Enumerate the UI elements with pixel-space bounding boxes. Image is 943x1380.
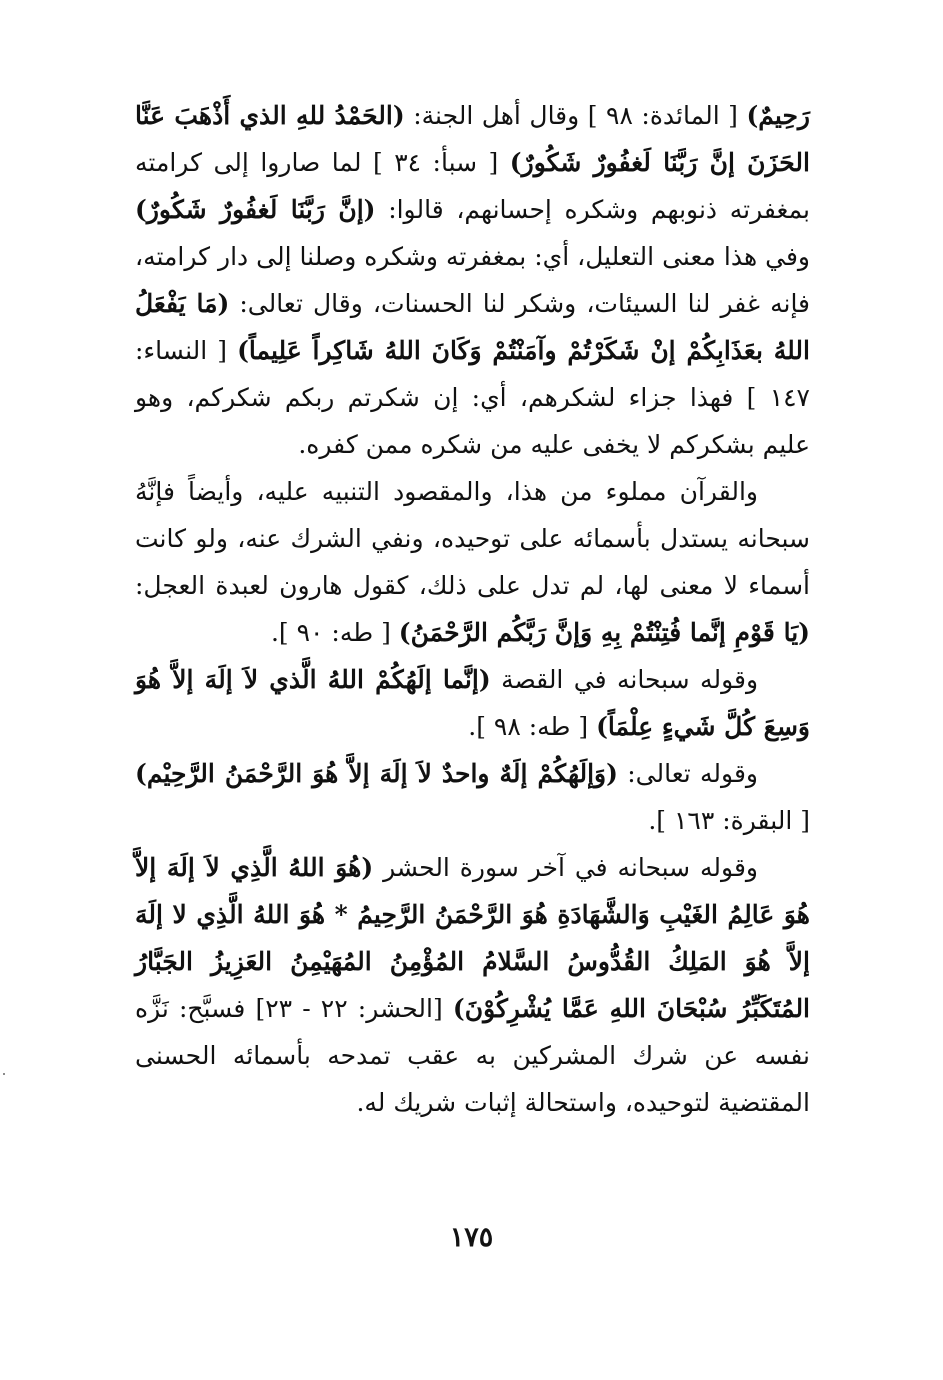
body-span: وفي هذا معنى التعليل، أي: بمغفرته وشكره وصلنا إلى دار كرامته، فإنه غفر لنا السيئات، وشكر لنا الحسنات، وقال تعالى: <box>135 242 811 318</box>
quran-verse: (الحَمْدُ للهِ الذي أَذْهَبَ عَنَّا الحَزَنَ إنَّ رَبَّنَا لَغفُورٌ شَكُورٌ) <box>135 101 810 177</box>
body-span: وقوله سبحانه في القصة <box>490 665 759 694</box>
quran-verse: (مَا يَفْعَلُ اللهُ بعَذَابِكُمْ إنْ شَكَرْتُمْ وآمَنْتُمْ وَكَانَ اللهُ شَاكِراً عَلِيماً) <box>135 289 811 365</box>
quran-verse: (إنَّما إلَهُكُمْ اللهُ الَّذي لاَ إلَهَ إلاَّ هُوَ وَسِعَ كُلَّ شَيءٍ عِلْمَاً) <box>135 665 810 741</box>
paragraph <box>135 844 810 1126</box>
body-span: [ البقرة: ١٦٣ ]. <box>648 806 810 835</box>
margin-mark <box>3 1073 5 1075</box>
paragraph <box>135 656 810 750</box>
page-number: ١٧٥ <box>449 1222 494 1253</box>
body-span: [ المائدة: ٩٨ ] وقال أهل الجنة: <box>404 101 747 130</box>
quran-verse: (إنَّ رَبَّنَا لَغفُورٌ شَكُورٌ) <box>135 195 376 224</box>
body-span: وقوله سبحانه في آخر سورة الحشر <box>373 853 758 882</box>
paragraph <box>135 468 810 656</box>
quran-verse: (يَا قَوْمِ إنَّما فُتِنْتُمْ بِهِ وَإنَّ رَبَّكُم الرَّحْمَنُ) <box>398 618 810 647</box>
body-text <box>135 92 810 1126</box>
body-span: [ طه: ٩٠ ]. <box>270 618 399 647</box>
paragraph <box>135 750 810 844</box>
body-span: [الحشر: ٢٢ - ٢٣] فسبَّح: نَزَّه نفسه عن شرك المشركين به عقب تمدحه بأسمائه الحسنى المقتضية لتوحيده، واستحالة إثبات شريك له. <box>135 994 810 1117</box>
body-span: وقوله تعالى: <box>617 759 758 788</box>
quran-verse: (وَإلَهُكُمْ إلَهٌ واحدٌ لاَ إلَهَ إلاَّ هُوَ الرَّحْمَنُ الرَّحِيْم) <box>135 759 618 788</box>
body-span: [ طه: ٩٨ ]. <box>468 712 597 741</box>
quran-verse: رَحِيمٌ) <box>746 101 810 130</box>
paragraph <box>135 92 810 468</box>
body-span: [ النساء: ١٤٧ ] فهذا جزاء لشكرهم، أي: إن شكرتم ربكم شكركم، وهو عليم بشكركم لا يخفى عليه من شكره ممن كفره. <box>135 336 810 459</box>
quran-verse: (هُوَ اللهُ الَّذِي لاَ إلَهَ إلاَّ هُوَ عَالِمُ الغَيْبِ وَالشَّهَادَةِ هُوَ الرَّحْمَنُ الرَّحِيمُ * هُوَ اللهُ الَّذِي لا إلَهَ إلاَّ هُوَ المَلِكُ القُدُّوسُ السَّلامُ المُؤْمِنُ المُهَيْمِنُ العَزِيزُ الجَبَّارُ المُتَكَبِّرُ سُبْحَانَ اللهِ عَمَّا يُشْرِكُوْنَ) <box>135 853 811 1023</box>
body-span: والقرآن مملوء من هذا، والمقصود التنبيه عليه، وأيضاً فإنَّهُ سبحانه يستدل بأسمائه على توحيده، ونفي الشرك عنه، ولو كانت أسماء لا معنى لها، لم تدل على ذلك، كقول هارون لعبدة العجل: <box>135 477 810 600</box>
body-span: [ سبأ: ٣٤ ] لما صاروا إلى كرامته بمغفرته ذنوبهم وشكره إحسانهم، قالوا: <box>135 148 810 224</box>
